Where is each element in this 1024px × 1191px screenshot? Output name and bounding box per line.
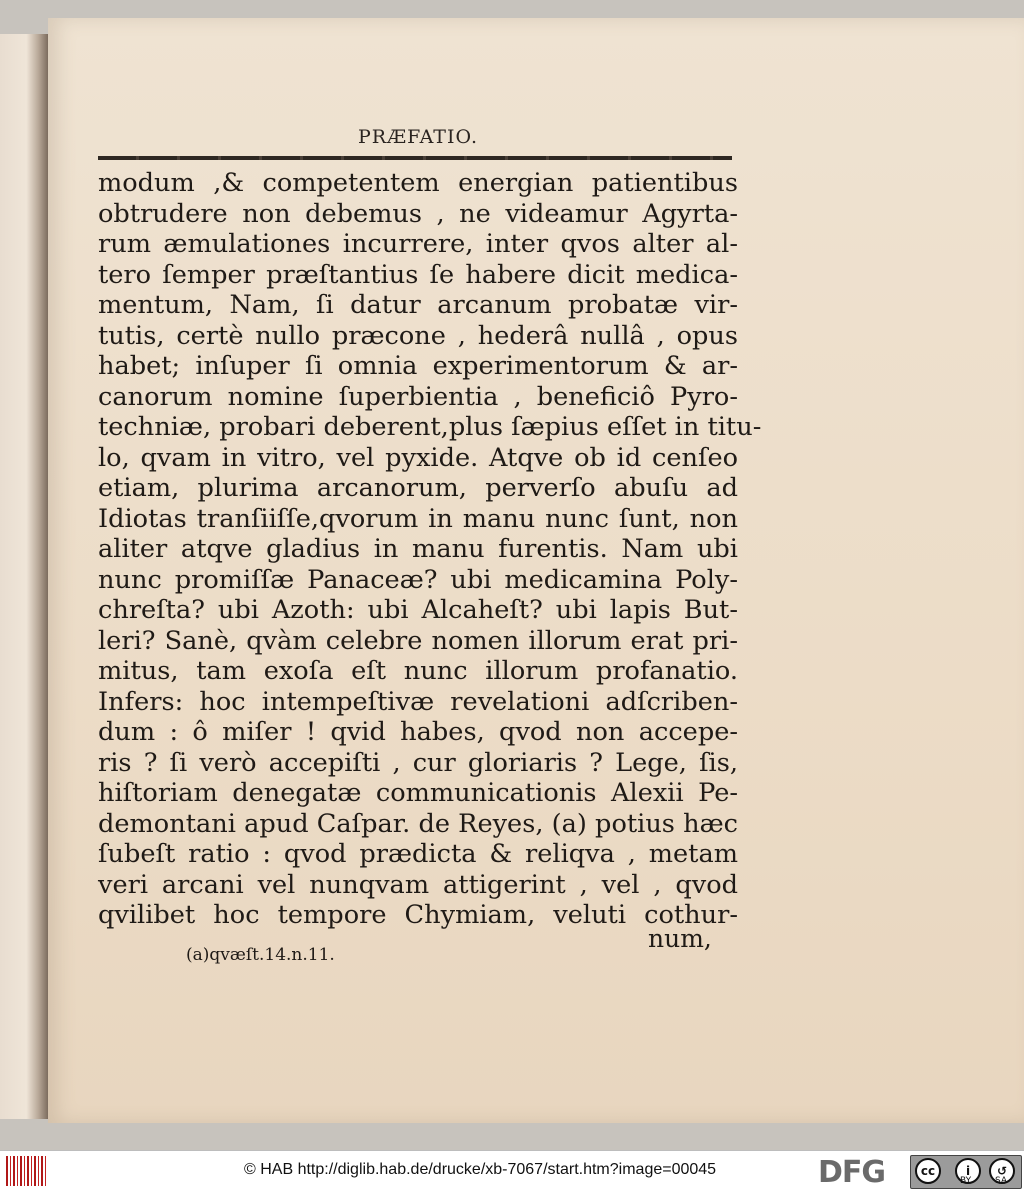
text-line: tutis, certè nullo præcone , hederâ nullâ , opus (98, 320, 738, 351)
attribution-icon: i (955, 1158, 981, 1184)
text-line: Idiotas tranſiiſſe,qvorum in manu nunc ſunt, non (98, 503, 738, 534)
book-page-edge (0, 34, 50, 1119)
text-line: ris ? ſi verò accepiſti , cur gloriaris ? Lege, ſis, (98, 747, 738, 778)
body-text (98, 168, 762, 931)
text-line: aliter atqve gladius in manu furentis. Nam ubi (98, 534, 738, 564)
text-line: techniæ, probari deberent,plus ſæpius eſſet in titu- (98, 412, 762, 442)
catchword: num, (648, 924, 712, 953)
footnote: (a)qvæſt.14.n.11. (186, 945, 335, 965)
text-line: lo, qvam in vitro, vel pyxide. Atqve ob id cenſeo (98, 442, 738, 473)
text-line: nunc promiſſæ Panaceæ? ubi medicamina Poly- (98, 564, 738, 595)
by-label: BY (960, 1176, 972, 1186)
sa-label: SA (995, 1176, 1008, 1186)
header-rule (98, 156, 732, 160)
text-line: mentum, Nam, ſi datur arcanum probatæ vir- (98, 290, 738, 320)
library-barcode-icon (6, 1156, 48, 1186)
text-line: veri arcani vel nunqvam attigerint , vel , qvod (98, 869, 738, 900)
text-line: leri? Sanè, qvàm celebre nomen illorum erat pri- (98, 625, 738, 656)
dfg-logo[interactable]: DFG (818, 1155, 886, 1190)
text-line: Infers: hoc intempeſtivæ revelationi adſcriben- (98, 686, 738, 717)
text-line: canorum nomine ſuperbientia , beneficiô Pyro- (98, 381, 738, 412)
text-line: qvilibet hoc tempore Chymiam, veluti cothur- (98, 900, 738, 930)
book-page (48, 18, 1024, 1123)
text-line: mitus, tam exoſa eſt nunc illorum profanatio. (98, 656, 738, 686)
copyright-link[interactable]: © HAB http://diglib.hab.de/drucke/xb-7067/start.htm?image=00045 (244, 1161, 717, 1178)
text-line: etiam, plurima arcanorum, perverſo abuſu ad (98, 473, 738, 503)
footer-bar (0, 1150, 1024, 1191)
text-line: chreſta? ubi Azoth: ubi Alcaheſt? ubi lapis But- (98, 595, 738, 625)
text-line: modum ,& competentem energian patientibus (98, 168, 738, 198)
cc-license-badge[interactable] (910, 1155, 1022, 1189)
text-line: habet; inſuper ſi omnia experimentorum & ar- (98, 351, 738, 381)
share-alike-icon: ↺ (989, 1158, 1015, 1184)
text-line: hiſtoriam denegatæ communicationis Alexii Pe- (98, 778, 738, 808)
text-line: obtrudere non debemus , ne videamur Agyrta- (98, 198, 738, 229)
text-line: tero ſemper præſtantius ſe habere dicit medica- (98, 259, 738, 290)
text-line: rum æmulationes incurrere, inter qvos alter al- (98, 229, 738, 259)
cc-icon: cc (915, 1158, 941, 1184)
running-head: PRÆFATIO. (357, 126, 478, 148)
text-line: dum : ô miſer ! qvid habes, qvod non accepe- (98, 717, 738, 747)
text-line: demontani apud Caſpar. de Reyes, (a) potius hæc (98, 808, 738, 839)
text-line: ſubeſt ratio : qvod prædicta & reliqva , metam (98, 839, 738, 869)
page-content (98, 126, 762, 931)
